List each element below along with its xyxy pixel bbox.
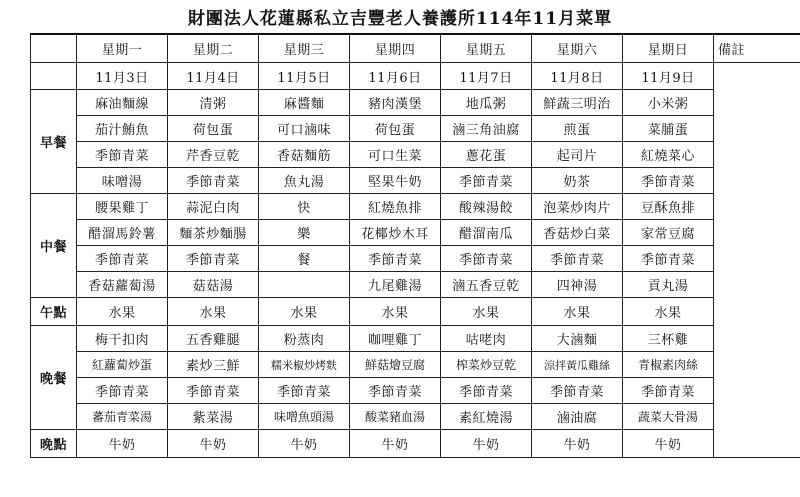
dish-cell: 蔥花蛋: [441, 142, 532, 168]
dish-cell: 牛奶: [623, 430, 714, 458]
breakfast-row: [31, 168, 800, 194]
dish-cell: 荷包蛋: [168, 116, 259, 142]
dish-cell: 季節青菜: [77, 142, 168, 168]
date-cell: 11月3日: [77, 63, 168, 90]
dish-cell: 季節青菜: [168, 378, 259, 404]
dish-cell: 糯米椒炒烤麩: [259, 352, 350, 378]
weekday-header: 星期三: [259, 34, 350, 63]
dinner-row: [31, 326, 800, 352]
dish-cell: 味噌湯: [77, 168, 168, 194]
dish-cell: 紅燒魚排: [350, 194, 441, 220]
breakfast-row: [31, 142, 800, 168]
dish-cell: 粉蒸肉: [259, 326, 350, 352]
date-cell: 11月9日: [623, 63, 714, 90]
dish-cell: 醋溜南瓜: [441, 220, 532, 246]
afternoon-snack-row: [31, 298, 800, 326]
dish-cell: 貢丸湯: [623, 272, 714, 298]
dish-cell: 豬肉漢堡: [350, 90, 441, 116]
dish-cell: 季節青菜: [350, 378, 441, 404]
dish-cell: 滷油腐: [532, 404, 623, 430]
dish-cell: 大滷麵: [532, 326, 623, 352]
dish-cell: 牛奶: [259, 430, 350, 458]
dish-cell: 水果: [623, 298, 714, 326]
dish-cell: 季節青菜: [532, 246, 623, 272]
dish-cell: 素紅燒湯: [441, 404, 532, 430]
night-snack-row: [31, 430, 800, 458]
dish-cell: 滷三角油腐: [441, 116, 532, 142]
weekday-header: 星期二: [168, 34, 259, 63]
dish-cell: 紅蘿蔔炒蛋: [77, 352, 168, 378]
meal-label-night-snack: 晚點: [31, 430, 77, 458]
dish-cell: 水果: [259, 298, 350, 326]
dish-cell: 麻油麵線: [77, 90, 168, 116]
lunch-row: [31, 272, 800, 298]
dish-cell: 樂: [259, 220, 350, 246]
dish-cell: 水果: [350, 298, 441, 326]
weekday-header: 星期日: [623, 34, 714, 63]
dish-cell: 魚丸湯: [259, 168, 350, 194]
dish-cell: 季節青菜: [168, 246, 259, 272]
dish-cell: 菇菇湯: [168, 272, 259, 298]
weekday-header: 星期一: [77, 34, 168, 63]
dish-cell: 可口滷味: [259, 116, 350, 142]
dish-cell: 水果: [168, 298, 259, 326]
date-cell: 11月8日: [532, 63, 623, 90]
dish-cell: 滷五香豆乾: [441, 272, 532, 298]
dish-cell: 麵茶炒麵腸: [168, 220, 259, 246]
dish-cell: 酸菜豬血湯: [350, 404, 441, 430]
dish-cell: 季節青菜: [259, 378, 350, 404]
dish-cell: 季節青菜: [441, 246, 532, 272]
dish-cell: 餐: [259, 246, 350, 272]
dish-cell: 芹香豆乾: [168, 142, 259, 168]
dish-cell: 水果: [441, 298, 532, 326]
dish-cell: 季節青菜: [168, 168, 259, 194]
dish-cell: 香菇麵筋: [259, 142, 350, 168]
weekday-header: 星期四: [350, 34, 441, 63]
meal-label-lunch: 中餐: [31, 194, 77, 298]
dish-cell: 堅果牛奶: [350, 168, 441, 194]
dish-cell: 素炒三鮮: [168, 352, 259, 378]
dish-cell: 季節青菜: [623, 246, 714, 272]
dish-cell: 香菇炒白菜: [532, 220, 623, 246]
dish-cell: 涼拌黃瓜雞絲: [532, 352, 623, 378]
dish-cell: 鮮蔬三明治: [532, 90, 623, 116]
dinner-row: [31, 352, 800, 378]
dish-cell: 紫菜湯: [168, 404, 259, 430]
dish-cell: 清粥: [168, 90, 259, 116]
weekday-header-row: [31, 34, 800, 63]
date-cell: 11月6日: [350, 63, 441, 90]
lunch-row: [31, 194, 800, 220]
dish-cell: 紅燒菜心: [623, 142, 714, 168]
dish-cell: 小米粥: [623, 90, 714, 116]
lunch-row: [31, 220, 800, 246]
dish-cell: 茄汁鮪魚: [77, 116, 168, 142]
dinner-row: [31, 404, 800, 430]
dish-cell: 梅干扣肉: [77, 326, 168, 352]
dish-cell: 花椰炒木耳: [350, 220, 441, 246]
dish-cell: 煎蛋: [532, 116, 623, 142]
meal-label-dinner: 晚餐: [31, 326, 77, 430]
dish-cell: 可口生菜: [350, 142, 441, 168]
dish-cell: 豆酥魚排: [623, 194, 714, 220]
remarks-header: 備註: [714, 34, 800, 63]
dish-cell: 季節青菜: [350, 246, 441, 272]
dish-cell: 泡菜炒肉片: [532, 194, 623, 220]
dish-cell: 醋溜馬鈴薯: [77, 220, 168, 246]
menu-title: 財團法人花蓮縣私立吉豐老人養護所114年11月菜單: [187, 9, 613, 29]
dish-cell: 味噌魚頭湯: [259, 404, 350, 430]
lunch-row: [31, 246, 800, 272]
dish-cell: 季節青菜: [441, 378, 532, 404]
meal-label-snack: 午點: [31, 298, 77, 326]
date-cell: 11月5日: [259, 63, 350, 90]
dish-cell: 地瓜粥: [441, 90, 532, 116]
dish-cell: 季節青菜: [623, 378, 714, 404]
dish-cell: 荷包蛋: [350, 116, 441, 142]
dish-cell: 腰果雞丁: [77, 194, 168, 220]
dish-cell: 季節青菜: [77, 246, 168, 272]
dish-cell: 蕃茄青菜湯: [77, 404, 168, 430]
weekday-header: 星期六: [532, 34, 623, 63]
dish-cell: 九尾雞湯: [350, 272, 441, 298]
dish-cell: [259, 272, 350, 298]
dish-cell: 家常豆腐: [623, 220, 714, 246]
dish-cell: 水果: [532, 298, 623, 326]
dish-cell: 鮮菇燴豆腐: [350, 352, 441, 378]
dish-cell: 起司片: [532, 142, 623, 168]
dish-cell: 酸辣湯餃: [441, 194, 532, 220]
date-cell: 11月7日: [441, 63, 532, 90]
meal-label-breakfast: 早餐: [31, 90, 77, 194]
dish-cell: 菜脯蛋: [623, 116, 714, 142]
date-row: [31, 63, 800, 90]
dish-cell: 青椒素肉絲: [623, 352, 714, 378]
dish-cell: 咖哩雞丁: [350, 326, 441, 352]
remarks-column: [714, 63, 800, 458]
dish-cell: 蒜泥白肉: [168, 194, 259, 220]
dish-cell: 麻醬麵: [259, 90, 350, 116]
dish-cell: 季節青菜: [441, 168, 532, 194]
corner-cell: [31, 63, 77, 90]
weekly-menu-table: [30, 33, 800, 458]
dish-cell: 牛奶: [441, 430, 532, 458]
dish-cell: 牛奶: [168, 430, 259, 458]
dish-cell: 牛奶: [350, 430, 441, 458]
dish-cell: 快: [259, 194, 350, 220]
dish-cell: 咕咾肉: [441, 326, 532, 352]
dish-cell: 季節青菜: [623, 168, 714, 194]
dish-cell: 榨菜炒豆乾: [441, 352, 532, 378]
dish-cell: 季節青菜: [77, 378, 168, 404]
dish-cell: 牛奶: [77, 430, 168, 458]
breakfast-row: [31, 116, 800, 142]
weekday-header: 星期五: [441, 34, 532, 63]
dinner-row: [31, 378, 800, 404]
dish-cell: 牛奶: [532, 430, 623, 458]
dish-cell: 蔬菜大骨湯: [623, 404, 714, 430]
dish-cell: 季節青菜: [532, 378, 623, 404]
dish-cell: 水果: [77, 298, 168, 326]
corner-cell: [31, 34, 77, 63]
date-cell: 11月4日: [168, 63, 259, 90]
dish-cell: 奶茶: [532, 168, 623, 194]
breakfast-row: [31, 90, 800, 116]
dish-cell: 三杯雞: [623, 326, 714, 352]
dish-cell: 五香雞腿: [168, 326, 259, 352]
dish-cell: 香菇蘿蔔湯: [77, 272, 168, 298]
dish-cell: 四神湯: [532, 272, 623, 298]
